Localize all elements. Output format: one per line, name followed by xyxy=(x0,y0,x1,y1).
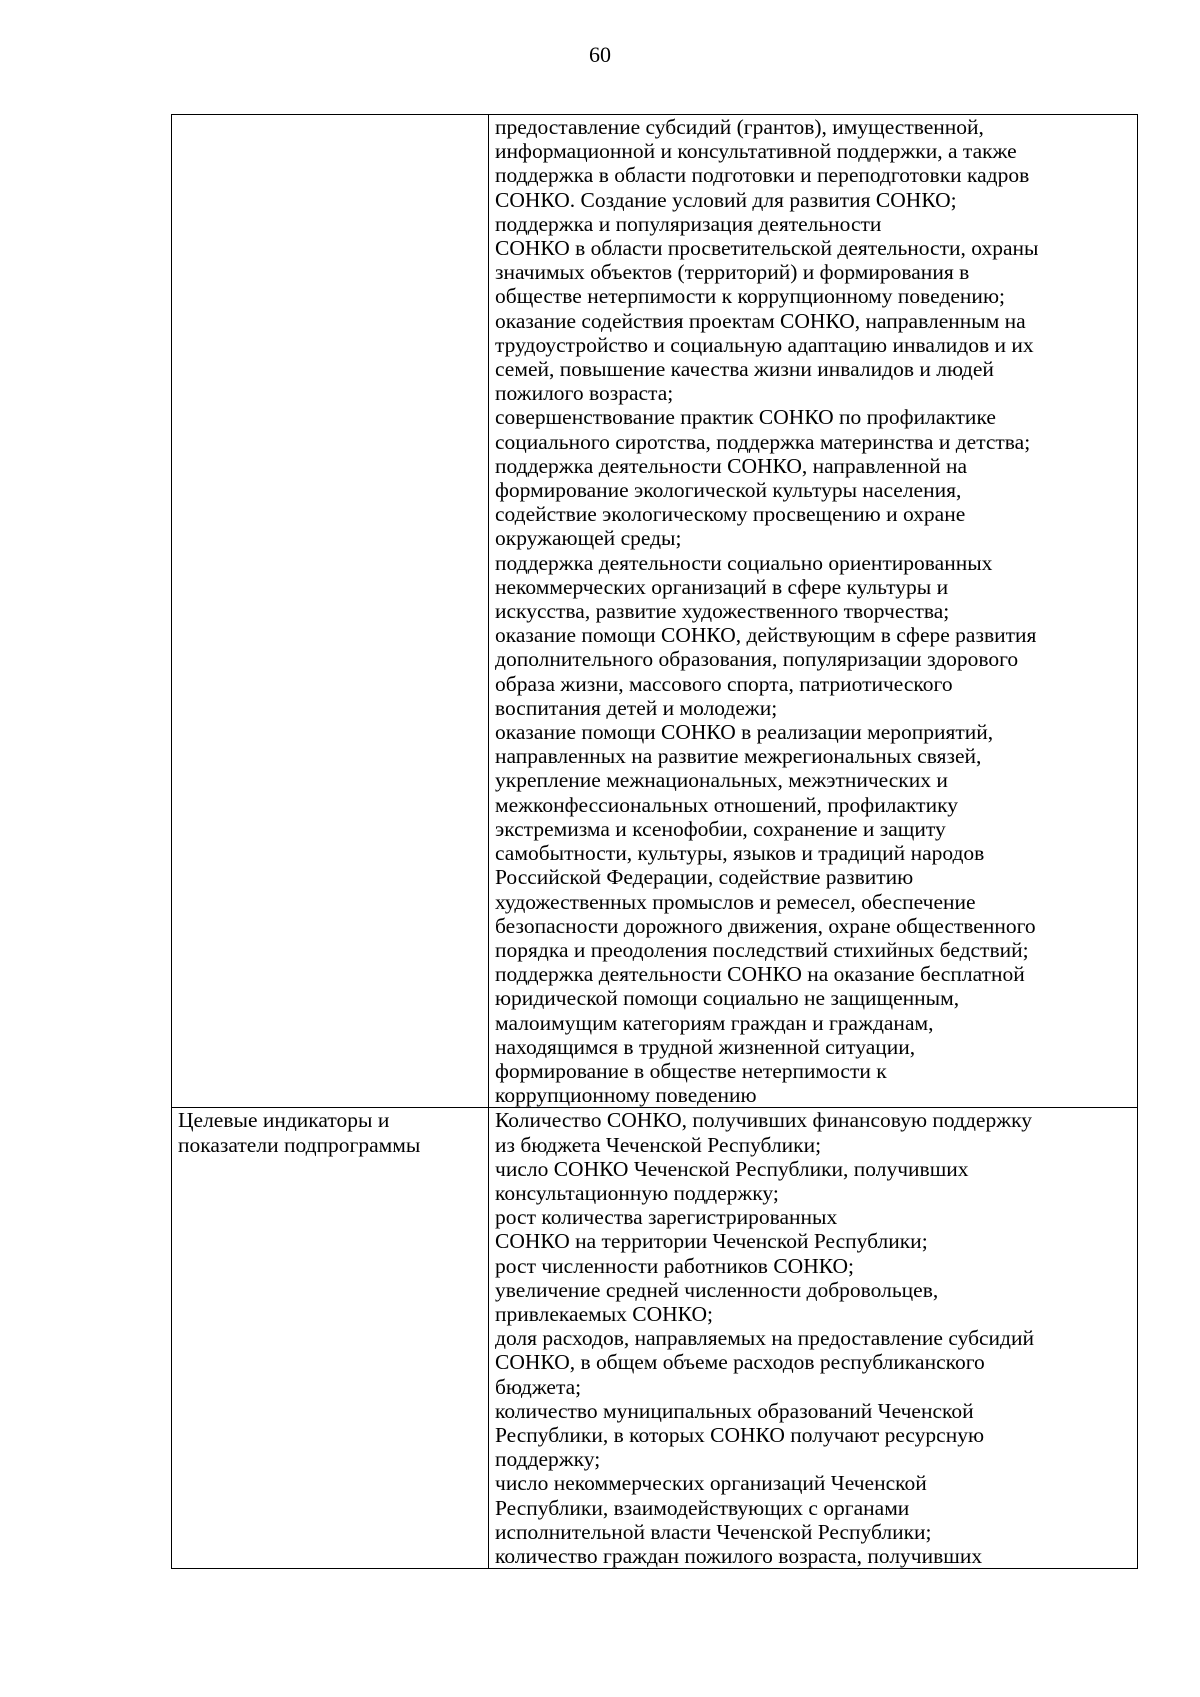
content-line: поддержку; xyxy=(495,1447,601,1472)
content-line: оказание помощи СОНКО, действующим в сфере развития xyxy=(495,623,1037,648)
table-row-activities xyxy=(172,115,1138,1108)
content-line: экстремизма и ксенофобии, сохранение и защиту xyxy=(495,816,946,841)
content-line: безопасности дорожного движения, охране общественного xyxy=(495,913,1036,938)
content-line: из бюджета Чеченской Республики; xyxy=(495,1132,822,1157)
content-line: обществе нетерпимости к коррупционному поведению; xyxy=(495,284,1005,309)
content-line: воспитания детей и молодежи; xyxy=(495,695,778,720)
content-line: пожилого возраста; xyxy=(495,381,674,406)
content-line: самобытности, культуры, языков и традиций народов xyxy=(495,841,985,866)
content-line: рост количества зарегистрированных xyxy=(495,1205,838,1230)
content-line: информационной и консультативной поддержки, а также xyxy=(495,139,1017,164)
content-line: находящимся в трудной жизненной ситуации, xyxy=(495,1034,916,1059)
content-line: содействие экологическому просвещению и охране xyxy=(495,502,966,527)
content-line: образа жизни, массового спорта, патриотического xyxy=(495,671,953,696)
content-line: Республики, в которых СОНКО получают ресурсную xyxy=(495,1422,985,1447)
content-line: формирование экологической культуры населения, xyxy=(495,478,962,503)
content-line: дополнительного образования, популяризации здорового xyxy=(495,647,1019,672)
table-row-indicators xyxy=(172,1108,1138,1569)
content-line: трудоустройство и социальную адаптацию инвалидов и их xyxy=(495,332,1034,357)
content-line: оказание содействия проектам СОНКО, направленным на xyxy=(495,308,1026,333)
content-line: доля расходов, направляемых на предоставление субсидий xyxy=(495,1326,1035,1351)
content-line: рост численности работников СОНКО; xyxy=(495,1253,855,1278)
content-line: СОНКО в области просветительской деятельности, охраны xyxy=(495,236,1039,261)
content-line: Российской Федерации, содействие развитию xyxy=(495,865,914,890)
label-line: показатели подпрограммы xyxy=(178,1132,421,1157)
content-line: исполнительной власти Чеченской Республики; xyxy=(495,1519,932,1544)
content-line: количество граждан пожилого возраста, получивших xyxy=(495,1543,983,1568)
label-line: Целевые индикаторы и xyxy=(178,1108,390,1133)
content-line: формирование в обществе нетерпимости к xyxy=(495,1058,887,1083)
content-line: поддержка деятельности социально ориентированных xyxy=(495,550,993,575)
content-line: порядка и преодоления последствий стихийных бедствий; xyxy=(495,937,1029,962)
content-line: консультационную поддержку; xyxy=(495,1180,779,1205)
content-line: совершенствование практик СОНКО по профилактике xyxy=(495,405,996,430)
content-line: предоставление субсидий (грантов), имущественной, xyxy=(495,115,984,139)
content-line: оказание помощи СОНКО в реализации мероприятий, xyxy=(495,720,994,745)
content-line: социального сиротства, поддержка материнства и детства; xyxy=(495,429,1031,454)
content-line: укрепление межнациональных, межэтнических и xyxy=(495,768,948,793)
content-line: СОНКО. Создание условий для развития СОНКО; xyxy=(495,187,957,212)
row-2-content-cell xyxy=(489,1108,1138,1569)
content-line: количество муниципальных образований Чеченской xyxy=(495,1398,974,1423)
row-1-content-cell xyxy=(489,115,1138,1108)
content-line: юридической помощи социально не защищенным, xyxy=(495,986,960,1011)
content-line: число некоммерческих организаций Чеченской xyxy=(495,1471,927,1496)
content-line: число СОНКО Чеченской Республики, получивших xyxy=(495,1156,969,1181)
content-line: поддержка в области подготовки и переподготовки кадров xyxy=(495,163,1030,188)
content-line: малоимущим категориям граждан и гражданам, xyxy=(495,1010,934,1035)
content-line: Республики, взаимодействующих с органами xyxy=(495,1495,910,1520)
page-number: 60 xyxy=(589,42,611,67)
program-table xyxy=(171,114,1138,1569)
content-line: поддержка деятельности СОНКО, направленной на xyxy=(495,453,968,478)
content-line: СОНКО на территории Чеченской Республики; xyxy=(495,1229,928,1254)
content-line: поддержка деятельности СОНКО на оказание бесплатной xyxy=(495,962,1025,987)
content-line: некоммерческих организаций в сфере культуры и xyxy=(495,574,949,599)
content-line: Количество СОНКО, получивших финансовую поддержку xyxy=(495,1108,1032,1133)
content-line: семей, повышение качества жизни инвалидов и людей xyxy=(495,357,994,382)
content-line: бюджета; xyxy=(495,1374,582,1399)
content-line: значимых объектов (территорий) и формирования в xyxy=(495,260,970,285)
content-line: увеличение средней численности добровольцев, xyxy=(495,1277,939,1302)
content-line: направленных на развитие межрегиональных связей, xyxy=(495,744,982,769)
content-line: привлекаемых СОНКО; xyxy=(495,1301,713,1326)
row-1-label-cell xyxy=(172,115,489,1108)
content-line: СОНКО, в общем объеме расходов республиканского xyxy=(495,1350,985,1375)
content-line: окружающей среды; xyxy=(495,526,682,551)
content-line: коррупционному поведению xyxy=(495,1083,757,1108)
content-line: искусства, развитие художественного творчества; xyxy=(495,599,950,624)
row-2-label-cell xyxy=(172,1108,489,1569)
content-line: межконфессиональных отношений, профилактику xyxy=(495,792,958,817)
content-line: художественных промыслов и ремесел, обеспечение xyxy=(495,889,976,914)
content-line: поддержка и популяризация деятельности xyxy=(495,211,882,236)
